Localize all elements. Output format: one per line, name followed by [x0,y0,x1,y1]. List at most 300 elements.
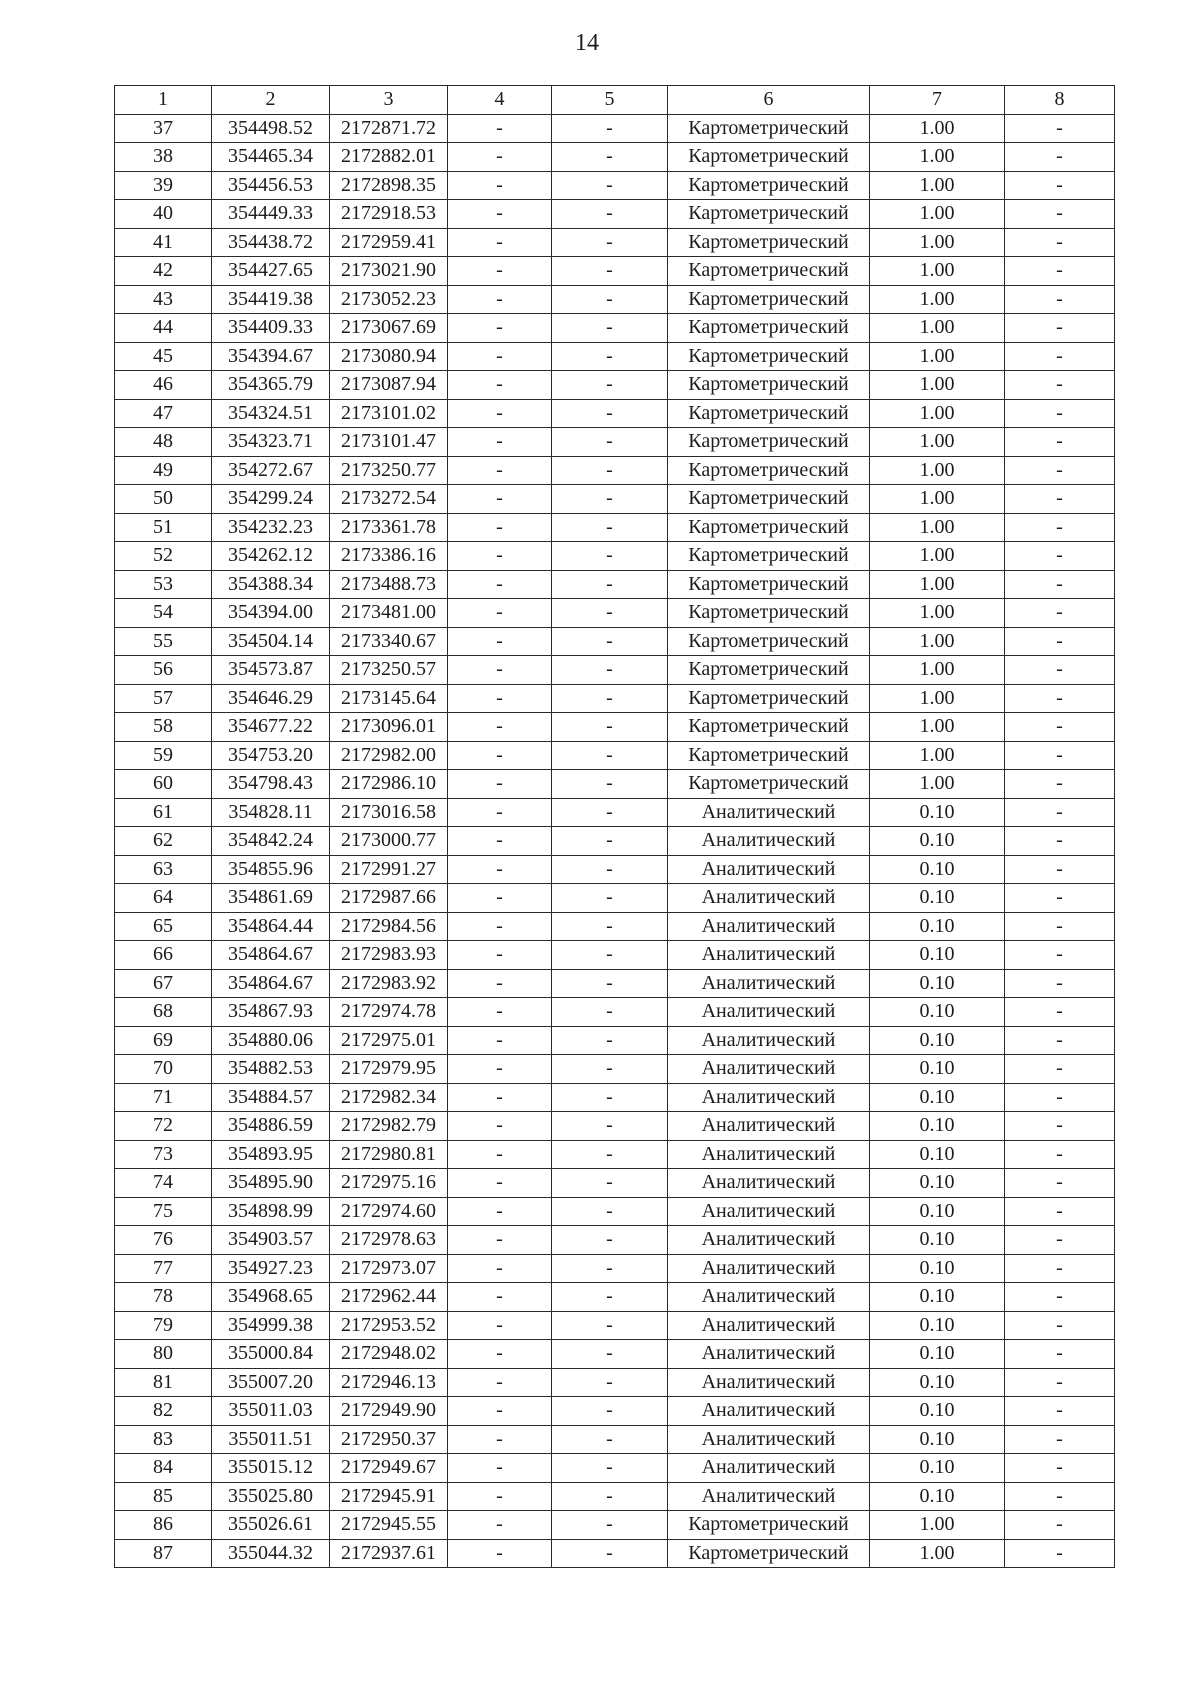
cell-coord-x: 354677.22 [212,713,330,742]
table-row [115,770,1115,799]
cell-col-8: - [1005,1397,1115,1426]
cell-method: Картометрический [668,713,870,742]
cell-method: Аналитический [668,827,870,856]
cell-coord-x: 354465.34 [212,143,330,172]
cell-col-5: - [552,627,668,656]
cell-coord-x: 354299.24 [212,485,330,514]
cell-method: Аналитический [668,998,870,1027]
cell-point-number: 73 [115,1140,212,1169]
cell-accuracy: 1.00 [870,513,1005,542]
cell-col-4: - [448,656,552,685]
cell-point-number: 86 [115,1511,212,1540]
cell-col-8: - [1005,627,1115,656]
table-row [115,513,1115,542]
cell-coord-y: 2172974.60 [330,1197,448,1226]
cell-col-8: - [1005,428,1115,457]
cell-coord-y: 2172898.35 [330,171,448,200]
cell-coord-x: 355015.12 [212,1454,330,1483]
cell-coord-x: 354419.38 [212,285,330,314]
cell-col-8: - [1005,1226,1115,1255]
cell-coord-x: 354323.71 [212,428,330,457]
cell-point-number: 82 [115,1397,212,1426]
cell-coord-x: 354504.14 [212,627,330,656]
cell-col-5: - [552,1169,668,1198]
cell-col-4: - [448,456,552,485]
cell-accuracy: 0.10 [870,1425,1005,1454]
cell-coord-y: 2173145.64 [330,684,448,713]
table-row [115,171,1115,200]
cell-col-8: - [1005,713,1115,742]
cell-col-4: - [448,855,552,884]
cell-col-8: - [1005,143,1115,172]
cell-method: Картометрический [668,285,870,314]
cell-accuracy: 1.00 [870,741,1005,770]
cell-col-4: - [448,1055,552,1084]
table-row [115,314,1115,343]
cell-coord-x: 354864.67 [212,941,330,970]
table-row [115,285,1115,314]
cell-coord-x: 355044.32 [212,1539,330,1568]
cell-point-number: 77 [115,1254,212,1283]
cell-point-number: 75 [115,1197,212,1226]
cell-col-5: - [552,399,668,428]
cell-col-5: - [552,1254,668,1283]
cell-col-5: - [552,456,668,485]
cell-col-5: - [552,428,668,457]
cell-accuracy: 0.10 [870,1482,1005,1511]
cell-col-4: - [448,713,552,742]
cell-method: Картометрический [668,513,870,542]
cell-col-8: - [1005,200,1115,229]
cell-accuracy: 0.10 [870,1311,1005,1340]
cell-coord-x: 354272.67 [212,456,330,485]
cell-accuracy: 1.00 [870,684,1005,713]
cell-col-5: - [552,371,668,400]
cell-point-number: 63 [115,855,212,884]
cell-coord-x: 354864.44 [212,912,330,941]
cell-coord-y: 2172978.63 [330,1226,448,1255]
cell-accuracy: 1.00 [870,171,1005,200]
cell-coord-x: 355026.61 [212,1511,330,1540]
cell-method: Картометрический [668,342,870,371]
cell-coord-x: 354232.23 [212,513,330,542]
cell-col-8: - [1005,570,1115,599]
cell-coord-y: 2172918.53 [330,200,448,229]
cell-coord-y: 2172937.61 [330,1539,448,1568]
cell-col-8: - [1005,513,1115,542]
cell-col-4: - [448,1340,552,1369]
cell-point-number: 69 [115,1026,212,1055]
cell-point-number: 64 [115,884,212,913]
cell-method: Аналитический [668,855,870,884]
cell-col-4: - [448,1026,552,1055]
cell-col-4: - [448,371,552,400]
cell-col-4: - [448,1511,552,1540]
cell-accuracy: 1.00 [870,200,1005,229]
cell-method: Картометрический [668,399,870,428]
cell-accuracy: 0.10 [870,1197,1005,1226]
cell-method: Картометрический [668,741,870,770]
cell-col-8: - [1005,1197,1115,1226]
table-row [115,1140,1115,1169]
cell-coord-y: 2172973.07 [330,1254,448,1283]
cell-col-8: - [1005,1539,1115,1568]
table-row [115,1055,1115,1084]
cell-col-8: - [1005,314,1115,343]
cell-coord-x: 354394.00 [212,599,330,628]
cell-accuracy: 1.00 [870,428,1005,457]
cell-col-5: - [552,855,668,884]
table-row [115,1397,1115,1426]
cell-col-8: - [1005,1083,1115,1112]
cell-col-5: - [552,485,668,514]
cell-coord-y: 2172982.34 [330,1083,448,1112]
cell-coord-y: 2172945.55 [330,1511,448,1540]
cell-col-5: - [552,884,668,913]
cell-accuracy: 0.10 [870,1169,1005,1198]
cell-point-number: 44 [115,314,212,343]
cell-col-8: - [1005,684,1115,713]
cell-method: Аналитический [668,1397,870,1426]
table-row [115,570,1115,599]
cell-coord-y: 2172962.44 [330,1283,448,1312]
cell-point-number: 42 [115,257,212,286]
cell-method: Аналитический [668,1140,870,1169]
cell-coord-x: 354388.34 [212,570,330,599]
table-row [115,1169,1115,1198]
cell-method: Аналитический [668,1197,870,1226]
cell-col-4: - [448,342,552,371]
cell-accuracy: 1.00 [870,257,1005,286]
table-row [115,713,1115,742]
cell-coord-x: 354895.90 [212,1169,330,1198]
cell-col-8: - [1005,884,1115,913]
cell-col-5: - [552,1197,668,1226]
column-header-2: 2 [212,86,330,115]
cell-method: Аналитический [668,884,870,913]
table-row [115,998,1115,1027]
column-header-8: 8 [1005,86,1115,115]
table-row [115,912,1115,941]
cell-coord-x: 354409.33 [212,314,330,343]
cell-accuracy: 1.00 [870,770,1005,799]
cell-coord-x: 354855.96 [212,855,330,884]
column-header-3: 3 [330,86,448,115]
cell-method: Картометрический [668,599,870,628]
cell-coord-y: 2172950.37 [330,1425,448,1454]
cell-accuracy: 1.00 [870,342,1005,371]
cell-method: Картометрический [668,656,870,685]
cell-method: Картометрический [668,684,870,713]
cell-col-8: - [1005,1511,1115,1540]
cell-col-8: - [1005,741,1115,770]
cell-coord-x: 354753.20 [212,741,330,770]
cell-coord-y: 2173361.78 [330,513,448,542]
cell-point-number: 72 [115,1112,212,1141]
cell-point-number: 81 [115,1368,212,1397]
cell-coord-x: 354394.67 [212,342,330,371]
cell-method: Аналитический [668,1055,870,1084]
cell-col-5: - [552,1539,668,1568]
cell-method: Картометрический [668,627,870,656]
cell-coord-y: 2172983.92 [330,969,448,998]
cell-coord-y: 2172987.66 [330,884,448,913]
cell-accuracy: 0.10 [870,1226,1005,1255]
cell-point-number: 50 [115,485,212,514]
table-header [115,86,1115,115]
cell-coord-y: 2172982.00 [330,741,448,770]
cell-coord-y: 2173016.58 [330,798,448,827]
cell-col-5: - [552,1482,668,1511]
cell-coord-x: 355011.03 [212,1397,330,1426]
cell-col-5: - [552,1511,668,1540]
cell-col-8: - [1005,285,1115,314]
cell-method: Картометрический [668,257,870,286]
cell-col-4: - [448,941,552,970]
cell-coord-x: 354903.57 [212,1226,330,1255]
cell-point-number: 57 [115,684,212,713]
cell-coord-y: 2172980.81 [330,1140,448,1169]
cell-point-number: 39 [115,171,212,200]
cell-col-4: - [448,1454,552,1483]
cell-point-number: 71 [115,1083,212,1112]
cell-col-5: - [552,1454,668,1483]
cell-coord-x: 354880.06 [212,1026,330,1055]
cell-col-8: - [1005,485,1115,514]
table-row [115,656,1115,685]
cell-col-8: - [1005,912,1115,941]
cell-col-4: - [448,314,552,343]
cell-col-8: - [1005,456,1115,485]
cell-coord-x: 354456.53 [212,171,330,200]
cell-point-number: 76 [115,1226,212,1255]
cell-method: Аналитический [668,1254,870,1283]
cell-col-4: - [448,1083,552,1112]
cell-coord-x: 354498.52 [212,114,330,143]
cell-accuracy: 1.00 [870,228,1005,257]
cell-col-8: - [1005,1254,1115,1283]
cell-col-8: - [1005,1112,1115,1141]
cell-coord-y: 2172953.52 [330,1311,448,1340]
cell-method: Аналитический [668,1283,870,1312]
cell-accuracy: 1.00 [870,285,1005,314]
cell-col-8: - [1005,1454,1115,1483]
cell-coord-x: 354262.12 [212,542,330,571]
cell-coord-x: 354449.33 [212,200,330,229]
column-header-5: 5 [552,86,668,115]
cell-method: Аналитический [668,1454,870,1483]
cell-col-5: - [552,1226,668,1255]
cell-col-4: - [448,1226,552,1255]
table-row [115,1539,1115,1568]
cell-point-number: 53 [115,570,212,599]
table-row [115,371,1115,400]
cell-coord-x: 355000.84 [212,1340,330,1369]
cell-col-8: - [1005,171,1115,200]
cell-accuracy: 0.10 [870,912,1005,941]
cell-point-number: 65 [115,912,212,941]
cell-col-4: - [448,1368,552,1397]
cell-col-5: - [552,542,668,571]
table-row [115,542,1115,571]
cell-method: Аналитический [668,1311,870,1340]
cell-col-4: - [448,684,552,713]
cell-col-8: - [1005,399,1115,428]
cell-point-number: 85 [115,1482,212,1511]
cell-col-5: - [552,998,668,1027]
table-row [115,969,1115,998]
cell-coord-y: 2172959.41 [330,228,448,257]
cell-col-4: - [448,257,552,286]
cell-accuracy: 1.00 [870,570,1005,599]
cell-col-4: - [448,513,552,542]
cell-method: Аналитический [668,1112,870,1141]
cell-coord-x: 354646.29 [212,684,330,713]
table-row [115,428,1115,457]
cell-coord-y: 2173250.57 [330,656,448,685]
cell-col-5: - [552,314,668,343]
cell-method: Картометрический [668,371,870,400]
cell-point-number: 43 [115,285,212,314]
cell-method: Картометрический [668,143,870,172]
cell-coord-y: 2172983.93 [330,941,448,970]
cell-col-5: - [552,684,668,713]
cell-point-number: 48 [115,428,212,457]
cell-method: Аналитический [668,1169,870,1198]
cell-col-4: - [448,884,552,913]
cell-accuracy: 0.10 [870,1055,1005,1084]
cell-method: Аналитический [668,1083,870,1112]
cell-col-5: - [552,171,668,200]
cell-col-8: - [1005,855,1115,884]
cell-col-8: - [1005,656,1115,685]
cell-point-number: 60 [115,770,212,799]
cell-col-5: - [552,228,668,257]
table-row [115,456,1115,485]
table-row [115,1511,1115,1540]
cell-col-8: - [1005,1311,1115,1340]
cell-coord-x: 354324.51 [212,399,330,428]
cell-col-4: - [448,1112,552,1141]
column-header-1: 1 [115,86,212,115]
cell-col-8: - [1005,342,1115,371]
cell-col-4: - [448,770,552,799]
table-row [115,342,1115,371]
cell-col-5: - [552,200,668,229]
cell-coord-x: 354864.67 [212,969,330,998]
coordinates-table [114,85,1115,1568]
cell-accuracy: 0.10 [870,1112,1005,1141]
cell-col-5: - [552,1425,668,1454]
table-row [115,1083,1115,1112]
cell-method: Картометрический [668,542,870,571]
cell-col-5: - [552,342,668,371]
cell-accuracy: 0.10 [870,1140,1005,1169]
cell-col-5: - [552,741,668,770]
cell-col-4: - [448,1254,552,1283]
cell-coord-y: 2173386.16 [330,542,448,571]
cell-coord-x: 354999.38 [212,1311,330,1340]
cell-method: Картометрический [668,1511,870,1540]
cell-col-5: - [552,941,668,970]
cell-coord-y: 2172948.02 [330,1340,448,1369]
cell-point-number: 78 [115,1283,212,1312]
cell-point-number: 51 [115,513,212,542]
cell-col-4: - [448,599,552,628]
cell-col-8: - [1005,371,1115,400]
cell-coord-y: 2172991.27 [330,855,448,884]
cell-point-number: 79 [115,1311,212,1340]
table-row [115,1226,1115,1255]
cell-col-4: - [448,827,552,856]
cell-coord-y: 2173067.69 [330,314,448,343]
cell-accuracy: 1.00 [870,1539,1005,1568]
cell-accuracy: 1.00 [870,713,1005,742]
cell-col-8: - [1005,969,1115,998]
cell-col-8: - [1005,257,1115,286]
cell-coord-y: 2173101.47 [330,428,448,457]
cell-col-5: - [552,1112,668,1141]
cell-method: Аналитический [668,1482,870,1511]
cell-col-4: - [448,171,552,200]
header-row [115,86,1115,115]
table-row [115,1425,1115,1454]
cell-method: Картометрический [668,485,870,514]
cell-accuracy: 0.10 [870,1397,1005,1426]
cell-coord-y: 2173272.54 [330,485,448,514]
cell-coord-y: 2173000.77 [330,827,448,856]
cell-accuracy: 1.00 [870,314,1005,343]
cell-coord-y: 2172979.95 [330,1055,448,1084]
cell-method: Картометрический [668,228,870,257]
cell-col-8: - [1005,941,1115,970]
cell-point-number: 46 [115,371,212,400]
cell-point-number: 40 [115,200,212,229]
cell-coord-x: 354427.65 [212,257,330,286]
table-row [115,599,1115,628]
cell-coord-x: 355025.80 [212,1482,330,1511]
table-row [115,485,1115,514]
cell-col-5: - [552,1055,668,1084]
table-row [115,1482,1115,1511]
table-row [115,1283,1115,1312]
cell-point-number: 59 [115,741,212,770]
cell-col-5: - [552,969,668,998]
cell-col-4: - [448,798,552,827]
cell-accuracy: 0.10 [870,827,1005,856]
cell-coord-y: 2173481.00 [330,599,448,628]
cell-coord-y: 2172975.16 [330,1169,448,1198]
cell-coord-x: 355011.51 [212,1425,330,1454]
cell-accuracy: 0.10 [870,1083,1005,1112]
cell-col-4: - [448,1482,552,1511]
cell-coord-y: 2173096.01 [330,713,448,742]
cell-coord-x: 354898.99 [212,1197,330,1226]
cell-coord-y: 2172982.79 [330,1112,448,1141]
table-row [115,1311,1115,1340]
cell-accuracy: 1.00 [870,456,1005,485]
cell-col-8: - [1005,1055,1115,1084]
table-row [115,798,1115,827]
cell-col-4: - [448,1539,552,1568]
cell-col-8: - [1005,1340,1115,1369]
cell-method: Картометрический [668,428,870,457]
cell-accuracy: 0.10 [870,1283,1005,1312]
cell-accuracy: 0.10 [870,798,1005,827]
cell-col-8: - [1005,827,1115,856]
cell-coord-x: 354842.24 [212,827,330,856]
cell-point-number: 83 [115,1425,212,1454]
